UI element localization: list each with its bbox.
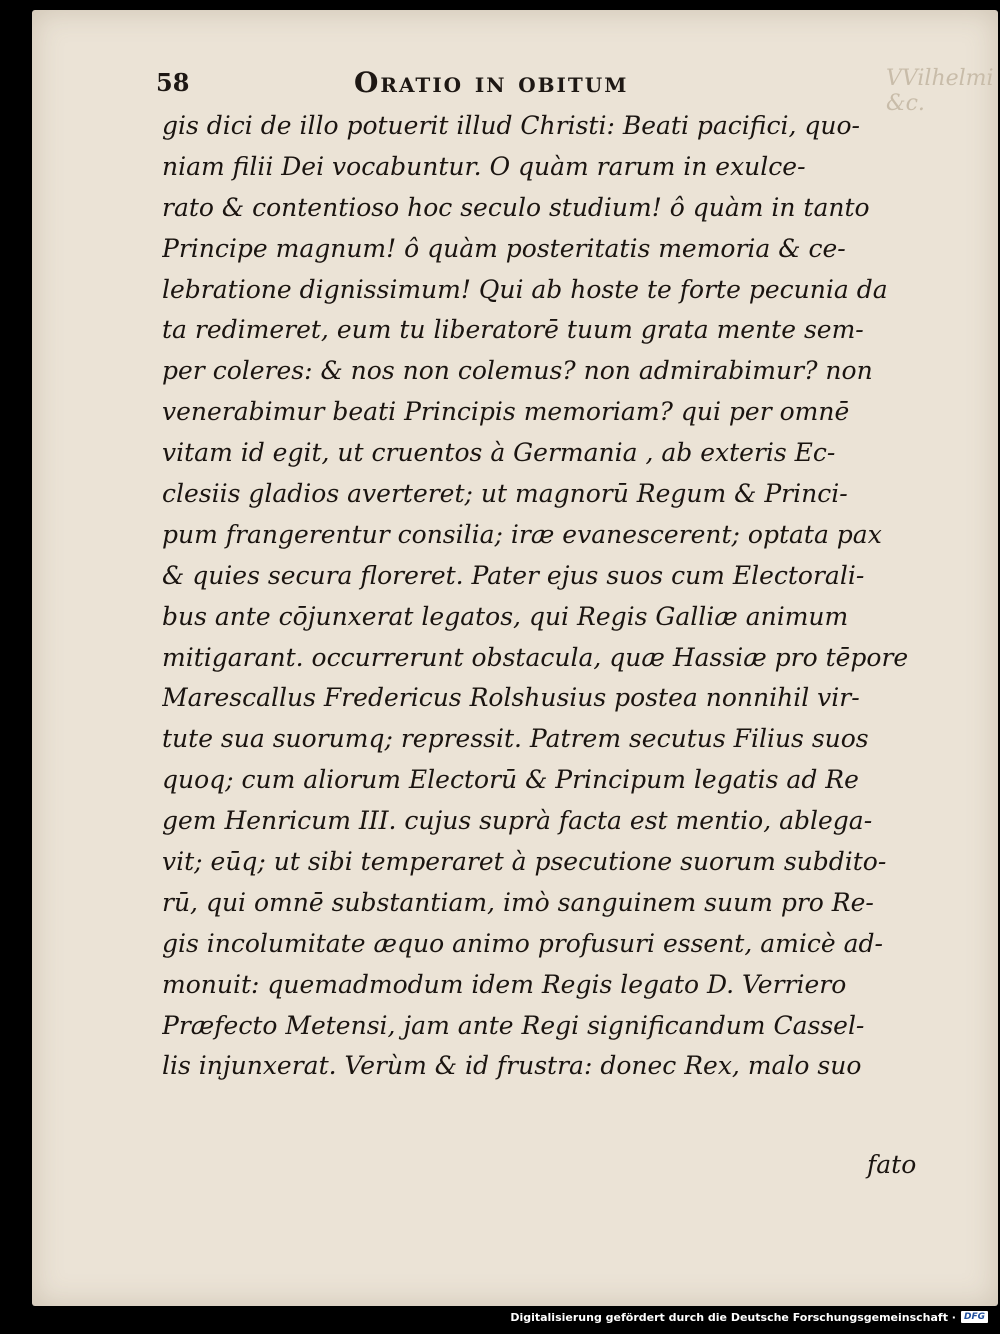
text-line: per coleres: & nos non colemus? non admirabimur? non bbox=[162, 356, 873, 386]
catchword: fato bbox=[867, 1150, 917, 1179]
text-line: venerabimur beati Principis memoriam? qui per omnē bbox=[162, 397, 850, 427]
page-header bbox=[156, 62, 994, 116]
text-line: vitam id egit, ut cruentos à Germania , ab exteris Ec- bbox=[162, 438, 836, 468]
text-line: quoq; cum aliorum Electorū & Principum legatis ad Re bbox=[162, 765, 859, 795]
body-text bbox=[162, 106, 974, 1087]
text-line: pum frangerentur consilia; iræ evanescerent; optata pax bbox=[162, 519, 882, 549]
text-line: gem Henricum III. cujus suprà facta est mentio, ablega- bbox=[162, 806, 873, 836]
text-line: clesiis gladios averteret; ut magnorū Regum & Princi- bbox=[162, 479, 848, 509]
text-line: vit; eūq; ut sibi temperaret à psecutione suorum subdito- bbox=[162, 847, 887, 877]
text-line: niam filii Dei vocabuntur. O quàm rarum in exulce- bbox=[162, 151, 806, 181]
text-line: monuit: quemadmodum idem Regis legato D. Verriero bbox=[162, 969, 847, 999]
text-line: & quies secura floreret. Pater ejus suos cum Electorali- bbox=[162, 560, 865, 590]
text-line: rū, qui omnē substantiam, imò sanguinem suum pro Re- bbox=[162, 887, 874, 917]
book-page bbox=[32, 10, 998, 1306]
text-line: Principe magnum! ô quàm posteritatis memoria & ce- bbox=[162, 233, 846, 263]
text-line: tute sua suorumq; repressit. Patrem secutus Filius suos bbox=[162, 724, 869, 754]
text-line: Marescallus Fredericus Rolshusius postea nonnihil vir- bbox=[162, 683, 860, 713]
text-line: rato & contentioso hoc seculo studium! ô quàm in tanto bbox=[162, 192, 870, 222]
text-line: lebratione dignissimum! Qui ab hoste te forte pecunia da bbox=[162, 274, 888, 304]
show-through-text: VVilhelmi &c. bbox=[886, 66, 994, 116]
text-line: mitigarant. occurrerunt obstacula, quæ Hassiæ pro tēpore bbox=[162, 642, 909, 672]
running-head: Oratio in obitum bbox=[354, 66, 629, 99]
page-number: 58 bbox=[156, 68, 190, 97]
text-line: Præfecto Metensi, jam ante Regi significandum Cassel- bbox=[162, 1010, 865, 1040]
funding-credit: Digitalisierung gefördert durch die Deutsche Forschungsgemeinschaft · bbox=[510, 1310, 956, 1324]
text-line: gis dici de illo potuerit illud Christi: Beati pacifici, quo- bbox=[162, 111, 860, 140]
text-line: bus ante cōjunxerat legatos, qui Regis Galliæ animum bbox=[162, 601, 849, 631]
dfg-logo-icon: DFG bbox=[961, 1311, 988, 1323]
text-line: lis injunxerat. Verùm & id frustra: donec Rex, malo suo bbox=[162, 1051, 862, 1081]
text-line: ta redimeret, eum tu liberatorē tuum grata mente sem- bbox=[162, 315, 864, 345]
digitization-footer bbox=[510, 1308, 988, 1326]
text-line: gis incolumitate æquo animo profusuri essent, amicè ad- bbox=[162, 928, 883, 958]
